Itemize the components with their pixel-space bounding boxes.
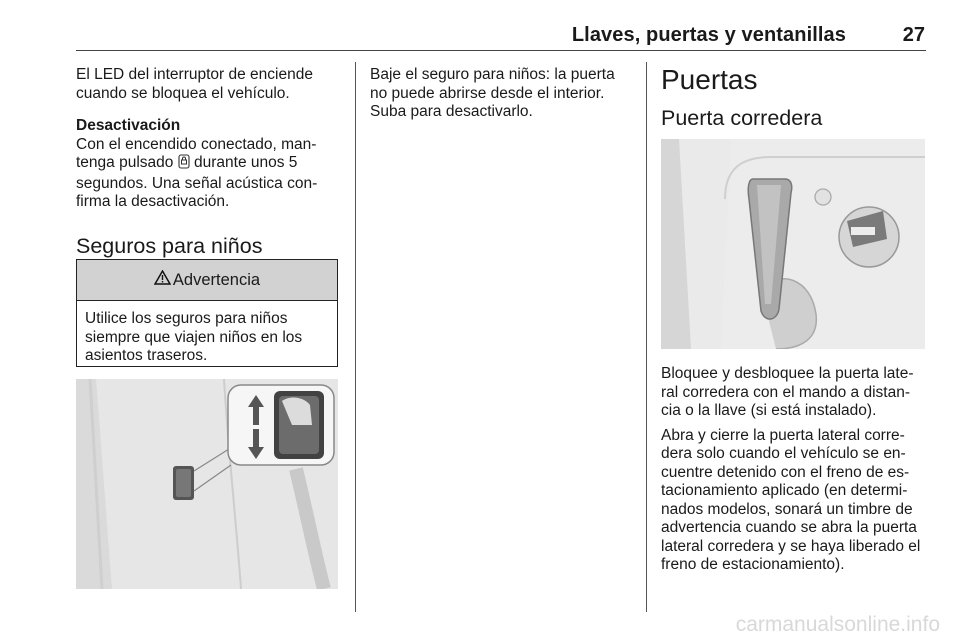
- column-divider-left: [355, 62, 356, 612]
- page-number: 27: [902, 24, 925, 46]
- left-column: [76, 66, 342, 258]
- child-locks-heading: Seguros para niños: [76, 233, 263, 258]
- sliding-door-figure: [661, 139, 925, 349]
- lock-button-icon: [178, 154, 190, 175]
- deactivation-heading: Desactivación: [76, 117, 181, 134]
- site-watermark: carmanualsonline.info: [735, 613, 940, 636]
- warning-box: [76, 259, 338, 367]
- led-paragraph: El LED del interruptor de enciende cuando se bloquea el vehículo.: [76, 66, 313, 102]
- warning-triangle-icon: [154, 270, 171, 290]
- sliding-door-paragraph-1: Bloquee y desbloquee la puerta late- ral corredera con el mando a distan- cia o la llave (si está instalado).: [661, 365, 914, 419]
- child-lock-instructions: Baje el seguro para niños: la puerta no puede abrirse desde el interior. Suba para desactivarlo.: [370, 66, 615, 120]
- warning-header: [77, 260, 337, 301]
- header-rule: [76, 50, 926, 51]
- column-divider-right: [646, 62, 647, 612]
- doors-heading: Puertas: [661, 64, 758, 95]
- warning-title: Advertencia: [172, 270, 261, 289]
- right-column-text: [661, 365, 927, 575]
- middle-column: [370, 66, 635, 122]
- child-lock-figure: [76, 379, 338, 589]
- sliding-door-heading: Puerta corredera: [661, 106, 823, 130]
- sliding-door-paragraph-2: Abra y cierre la puerta lateral corre- dera solo cuando el vehículo se en- cuentre detenido con el freno de es- tacionamiento aplicado (en determi- nados modelos, sonará un timbre de advertencia cuando se abra la puerta lateral corredera y se haya liberado el freno de estacionamiento).: [661, 426, 921, 573]
- right-column: [661, 64, 927, 130]
- page-header-title: Llaves, puertas y ventanillas: [571, 24, 846, 46]
- deactivation-paragraph: Con el encendido conectado, man- tenga pulsado durante unos 5 segundos. Una señal acústica con- firma la desactivación.: [76, 135, 318, 210]
- warning-text: Utilice los seguros para niños siempre que viajen niños en los asientos traseros.: [85, 310, 303, 364]
